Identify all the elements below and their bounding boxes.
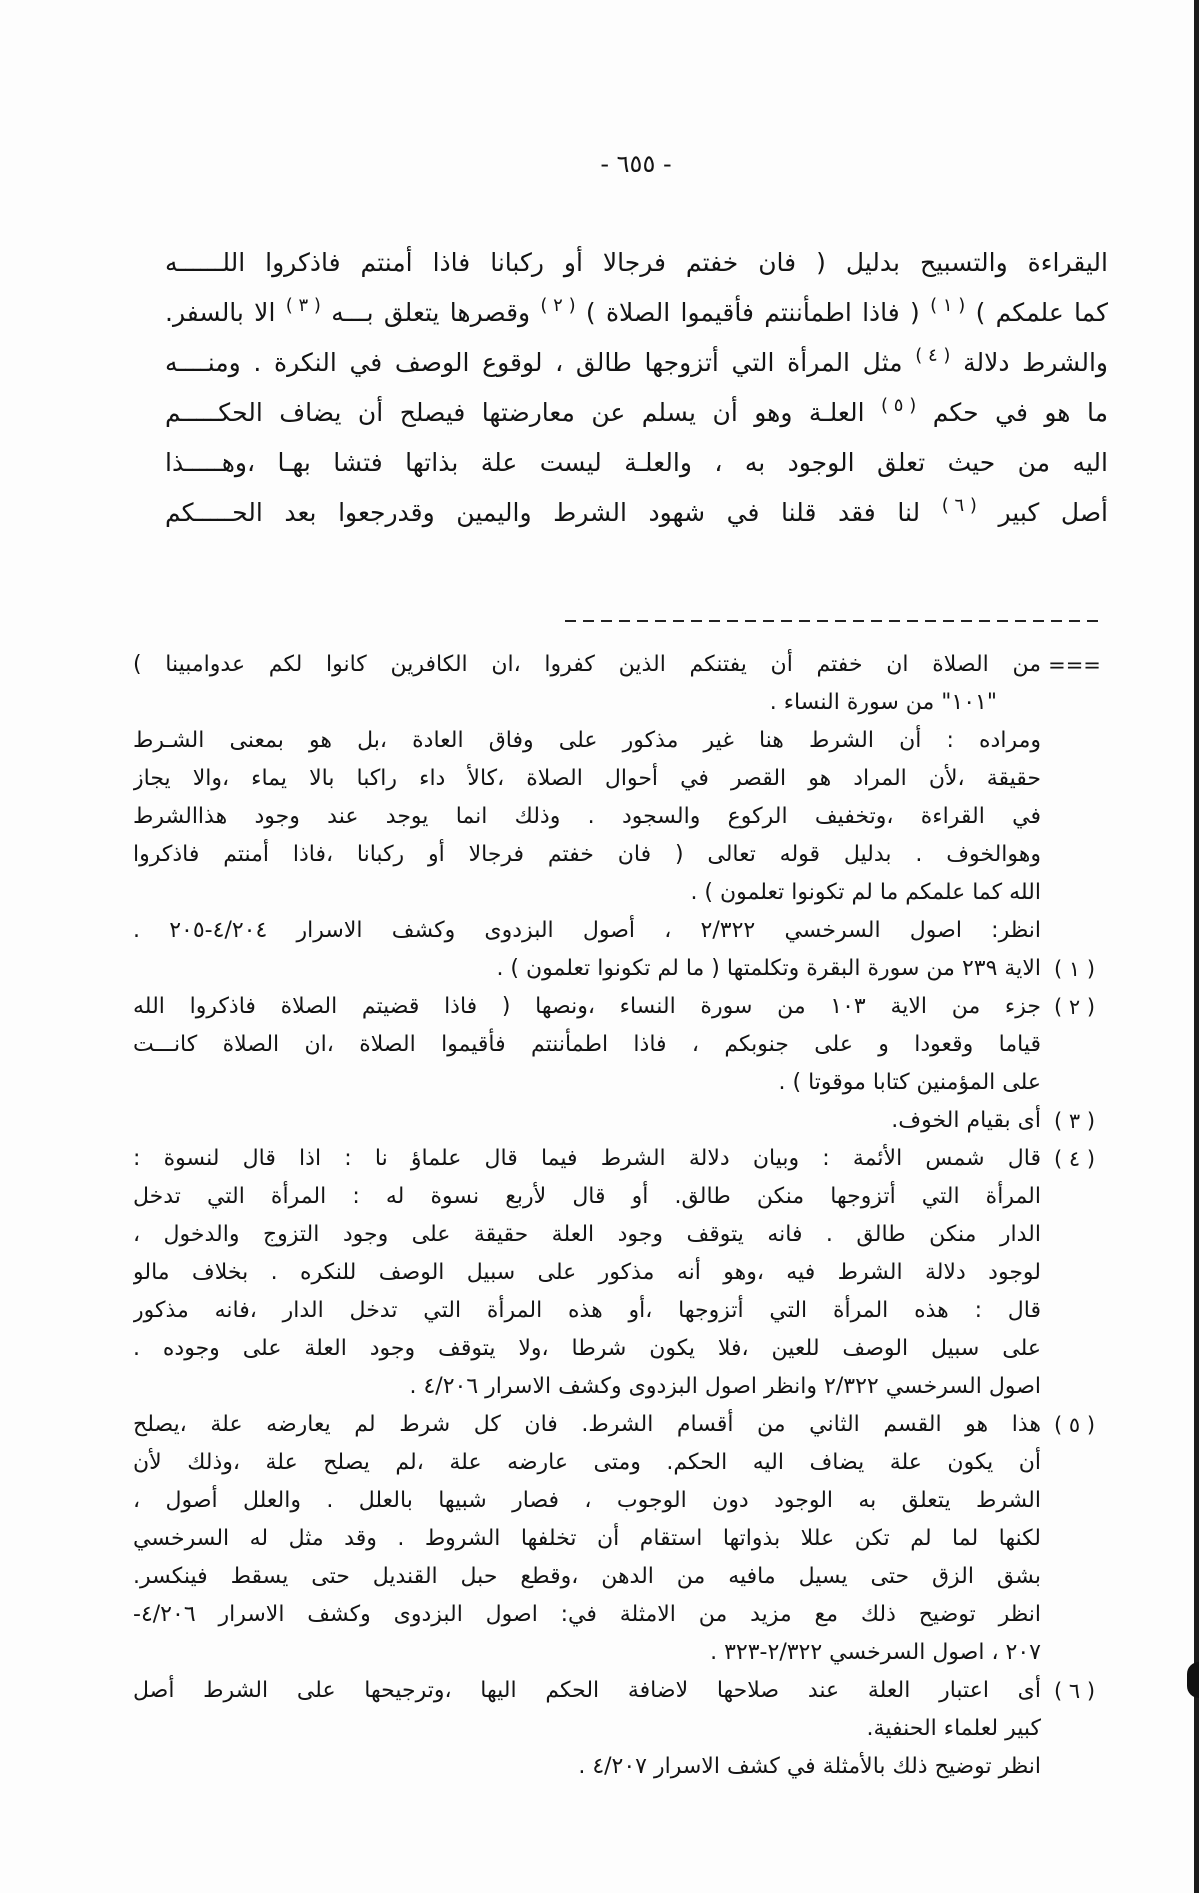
- footnote-marker: ( ٦ ): [1053, 1679, 1096, 1703]
- footnote-line: [133, 1330, 1108, 1368]
- footnote-marker-spacer: [1041, 760, 1108, 798]
- footnote-text: الله كما علمكم ما لم تكونوا تعلمون ) .: [690, 880, 1041, 905]
- footnote-line: [133, 1596, 1108, 1634]
- footnote-text: على سبيل الوصف للعين ،فلا يكون شرطا ،ولا يتوقف وجود العلة على وجوده .: [133, 1336, 1041, 1361]
- footnote-line: [133, 1292, 1108, 1330]
- footnote-marker-spacer: [1041, 1330, 1108, 1368]
- footnote-text: "١٠١" من سورة النساء .: [769, 690, 997, 715]
- footnote-text: حقيقة ،لأن المراد هو القصر في أحوال الصلاة ،كالأ داء راكبا بالا يماء ،والا يجاز: [133, 766, 1041, 791]
- main-text-line: [165, 388, 1108, 438]
- footnote-text: وهوالخوف . بدليل قوله تعالى ( فان خفتم فرجالا أو ركبانا ،فاذا أمنتم فاذكروا: [133, 842, 1041, 867]
- footnote-marker-spacer: [1041, 912, 1108, 950]
- footnote-marker-spacer: [1041, 1710, 1108, 1748]
- footnote-text: انظر توضيح ذلك مع مزيد من الامثلة في: اصول البزدوى وكشف الاسرار ٤/٢٠٦-: [133, 1602, 1041, 1627]
- text-run: أصل كبير: [998, 498, 1108, 527]
- footnotes: [133, 646, 1108, 1786]
- text-run: لنا فقد قلنا في شهود الشرط واليمين وقدرجعوا بعد الحـــــكم: [165, 498, 921, 527]
- footnote-line: [133, 1178, 1108, 1216]
- footnote-marker-spacer: [1041, 874, 1108, 912]
- footnote-marker-spacer: [1041, 1596, 1108, 1634]
- footnote-line: [133, 988, 1108, 1026]
- footnote-marker: ===: [1048, 653, 1101, 677]
- footnote-marker-spacer: [1041, 1520, 1108, 1558]
- footnote-marker: ( ٤ ): [1053, 1147, 1096, 1171]
- footnote-1: [133, 950, 1108, 988]
- footnote-marker-spacer: [1041, 1444, 1108, 1482]
- footnote-line: [133, 1672, 1108, 1710]
- footnote-line: [133, 684, 1108, 722]
- footnote-6: [133, 1672, 1108, 1786]
- footnote-ref: ( ٤ ): [915, 345, 951, 367]
- footnote-text: اصول السرخسي ٢/٣٢٢ وانظر اصول البزدوى وكشف الاسرار ٤/٢٠٦ .: [409, 1374, 1041, 1399]
- main-text-line: [165, 338, 1108, 388]
- footnote-5: [133, 1406, 1108, 1672]
- footnote-text: انظر توضيح ذلك بالأمثلة في كشف الاسرار ٤/٢٠٧ .: [578, 1754, 1041, 1779]
- footnote-line: [133, 646, 1108, 684]
- footnote-line: [133, 722, 1108, 760]
- footnote-text: الشرط يتعلق به الوجود دون الوجوب ، فصار شبيها بالعلل . والعلل أصول ،: [133, 1488, 1041, 1513]
- footnote-marker-spacer: [1041, 1748, 1108, 1786]
- footnote-marker: ( ٥ ): [1053, 1413, 1096, 1437]
- footnote-text: على المؤمنين كتابا موقوتا ) .: [778, 1070, 1041, 1095]
- footnote-marker-spacer: [1041, 1558, 1108, 1596]
- footnote-marker-spacer: [1041, 1292, 1108, 1330]
- footnote-text: لوجود دلالة الشرط فيه ،وهو أنه مذكور على سبيل الوصف للنكره . بخلاف مالو: [133, 1260, 1041, 1285]
- footnote-line: [133, 1558, 1108, 1596]
- footnote-marker-spacer: [1041, 1368, 1108, 1406]
- text-run: كما علمكم ): [975, 298, 1108, 327]
- footnote-text: قياما وقعودا و على جنوبكم ، فاذا اطمأننتم فأقيموا الصلاة ،ان الصلاة كانـــت: [133, 1032, 1041, 1057]
- footnote-marker-spacer: [1041, 684, 1108, 722]
- text-run: العلـة وهو أن يسلم عن معارضتها فيصلح أن يضاف الحكـــــم: [165, 398, 865, 427]
- text-run: وقصرها يتعلق بـــه: [331, 298, 531, 327]
- main-text-line: [165, 488, 1108, 538]
- footnote-3: [133, 1102, 1108, 1140]
- footnote-line: [133, 798, 1108, 836]
- footnote-text: ومراده : أن الشرط هنا غير مذكور على وفاق العادة ،بل هو بمعنى الشـرط: [133, 728, 1041, 753]
- footnote-marker-spacer: [1041, 1026, 1108, 1064]
- footnote-text: قال : هذه المرأة التي أتزوجها ،أو هذه المرأة التي تدخل الدار ،فانه مذكور: [133, 1298, 1041, 1323]
- footnote-line: [133, 912, 1108, 950]
- footnote-marker-spacer: [1041, 1482, 1108, 1520]
- footnote-ref: ( ١ ): [930, 295, 966, 317]
- footnote-text: من الصلاة ان خفتم أن يفتنكم الذين كفروا ،ان الكافرين كانوا لكم عدوامبينا ): [133, 652, 1041, 677]
- footnote-marker-spacer: [1041, 836, 1108, 874]
- footnote-line: [133, 1254, 1108, 1292]
- main-text-line: اليه من حيث تعلق الوجود به ، والعلـة ليست علة بذاتها فتشا بهـا ،وهـــــذا: [165, 448, 1108, 477]
- footnote-text: في القراءة ،وتخفيف الركوع والسجود . وذلك انما يوجد عند وجود هذاالشرط: [133, 804, 1041, 829]
- footnote-line: [133, 1634, 1108, 1672]
- main-text-line: اليقراءة والتسبيح بدليل ( فان خفتم فرجالا أو ركبانا فاذا أمنتم فاذكروا اللــــــه: [165, 248, 1108, 277]
- footnote-line: [133, 760, 1108, 798]
- footnote-marker: ( ١ ): [1053, 957, 1096, 981]
- footnote-line: [133, 1064, 1108, 1102]
- footnote-marker-spacer: [1041, 1254, 1108, 1292]
- footnote-text: كبير لعلماء الحنفية.: [866, 1716, 1041, 1741]
- footnote-text: ٢٠٧ ، اصول السرخسي ٢/٣٢٢-٣٢٣ .: [710, 1640, 1041, 1665]
- footnote-marker-spacer: [1041, 1216, 1108, 1254]
- scan-edge-shadow: [1194, 0, 1199, 1893]
- footnote-4: [133, 1140, 1108, 1406]
- footnote-ref: ( ٣ ): [285, 295, 321, 317]
- footnote-text: أن يكون علة يضاف اليه الحكم. ومتى عارضه علة ،لم يصلح علة ،وذلك لأن: [133, 1450, 1041, 1475]
- footnote-line: [133, 1710, 1108, 1748]
- footnote-line: [133, 836, 1108, 874]
- footnote-line: [133, 1368, 1108, 1406]
- text-run: ( فاذا اطمأننتم فأقيموا الصلاة ): [585, 298, 920, 327]
- footnote-text: انظر: اصول السرخسي ٢/٣٢٢ ، أصول البزدوى وكشف الاسرار ٤/٢٠٤-٢٠٥ .: [133, 918, 1041, 943]
- footnote-continued: [133, 646, 1108, 950]
- footnote-marker-spacer: [1041, 722, 1108, 760]
- main-text: [165, 238, 1108, 538]
- footnote-text: الاية ٢٣٩ من سورة البقرة وتكلمتها ( ما لم تكونوا تعلمون ) .: [496, 956, 1041, 981]
- footnote-text: أى اعتبار العلة عند صلاحها لاضافة الحكم اليها ،وترجيحها على الشرط أصل: [133, 1678, 1041, 1703]
- footnote-line: [133, 1444, 1108, 1482]
- footnote-text: هذا هو القسم الثاني من أقسام الشرط. فان كل شرط لم يعارضه علة ،يصلح: [133, 1412, 1041, 1437]
- footnote-marker: ( ٢ ): [1053, 995, 1096, 1019]
- text-run: مثل المرأة التي أتزوجها طالق ، لوقوع الوصف في النكرة . ومنــــه: [165, 348, 903, 377]
- footnote-marker-spacer: [1041, 798, 1108, 836]
- footnote-marker-spacer: [1041, 1178, 1108, 1216]
- text-run: الا بالسفر.: [165, 298, 276, 327]
- footnote-marker-spacer: [1041, 1064, 1108, 1102]
- main-text-line: [165, 288, 1108, 338]
- footnote-separator: [565, 620, 1105, 622]
- footnote-line: [133, 1140, 1108, 1178]
- footnote-text: جزء من الاية ١٠٣ من سورة النساء ،ونصها ( فاذا قضيتم الصلاة فاذكروا الله: [133, 994, 1041, 1019]
- footnote-line: [133, 1748, 1108, 1786]
- page-number: - ٦٥٥ -: [600, 150, 672, 178]
- footnote-marker-spacer: [1041, 1634, 1108, 1672]
- footnote-line: [133, 1520, 1108, 1558]
- footnote-ref: ( ٦ ): [941, 495, 977, 517]
- scan-edge-mark: [1187, 1662, 1199, 1698]
- footnote-2: [133, 988, 1108, 1102]
- footnote-ref: ( ٢ ): [540, 295, 576, 317]
- footnote-text: لكنها لما لم تكن عللا بذواتها استقام أن تخلفها الشروط . وقد مثل له السرخسي: [133, 1526, 1041, 1551]
- footnote-text: أى بقيام الخوف.: [891, 1108, 1041, 1133]
- footnote-text: المرأة التي أتزوجها منكن طالق. أو قال لأربع نسوة له : المرأة التي تدخل: [133, 1184, 1041, 1209]
- text-run: والشرط دلالة: [963, 348, 1108, 377]
- footnote-text: قال شمس الأئمة : وبيان دلالة الشرط فيما قال علماؤ نا : اذا قال لنسوة :: [133, 1146, 1041, 1171]
- footnote-line: [133, 1406, 1108, 1444]
- footnote-line: [133, 1482, 1108, 1520]
- footnote-marker: ( ٣ ): [1053, 1109, 1096, 1133]
- text-run: ما هو في حكم: [932, 398, 1108, 427]
- footnote-line: [133, 1026, 1108, 1064]
- footnote-text: بشق الزق حتى يسيل مافيه من الدهن ،وقطع حبل القنديل حتى يسقط فينكسر.: [133, 1564, 1041, 1589]
- footnote-line: [133, 874, 1108, 912]
- footnote-line: [133, 950, 1108, 988]
- footnote-ref: ( ٥ ): [881, 395, 917, 417]
- footnote-line: [133, 1102, 1108, 1140]
- footnote-line: [133, 1216, 1108, 1254]
- footnote-text: الدار منكن طالق . فانه يتوقف وجود العلة حقيقة على وجود التزوج والدخول ،: [133, 1222, 1041, 1247]
